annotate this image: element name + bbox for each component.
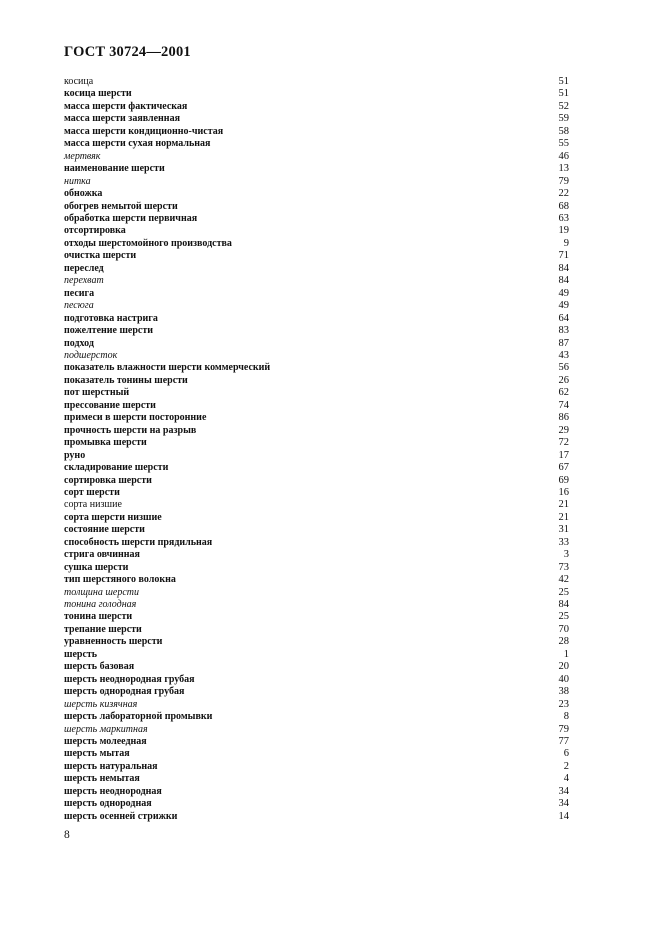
index-entry [64, 636, 569, 648]
index-entry [64, 238, 569, 250]
index-term: сушка шерсти [64, 561, 129, 573]
index-entry [64, 300, 569, 312]
index-entry [64, 748, 569, 760]
index-term-number: 4 [563, 773, 569, 785]
index-entry [64, 88, 569, 100]
index-entry [64, 549, 569, 561]
index-term-number: 62 [558, 387, 569, 399]
index-entry [64, 325, 569, 337]
index-term-number: 14 [558, 810, 569, 822]
index-term: стрига овчинная [64, 549, 140, 561]
index-term-number: 29 [558, 424, 569, 436]
index-term: пожелтение шерсти [64, 325, 154, 337]
index-term: шерсть однородная грубая [64, 686, 185, 698]
index-term-number: 51 [558, 88, 569, 100]
index-entry [64, 811, 569, 823]
index-term: отсортировка [64, 225, 126, 237]
index-entry [64, 201, 569, 213]
index-term-number: 2 [563, 760, 569, 772]
index-term: пот шерстный [64, 387, 130, 399]
index-term-number: 17 [558, 449, 569, 461]
index-term-number: 51 [558, 76, 569, 87]
index-term: сорт шерсти [64, 486, 120, 498]
index-entry [64, 587, 569, 599]
index-term-number: 83 [558, 325, 569, 337]
index-term: уравненность шерсти [64, 636, 163, 648]
index-term: очистка шерсти [64, 250, 137, 262]
index-term-number: 3 [563, 549, 569, 561]
index-term-number: 74 [558, 399, 569, 411]
index-term: подход [64, 337, 94, 349]
index-entry [64, 225, 569, 237]
index-term-number: 22 [558, 188, 569, 200]
index-entry [64, 711, 569, 723]
index-entry [64, 412, 569, 424]
index-term-number: 77 [558, 736, 569, 748]
index-term: тип шерстяного волокна [64, 574, 176, 586]
index-term: нитка [64, 175, 91, 187]
index-term: руно [64, 449, 86, 461]
index-entry [64, 263, 569, 275]
index-term: шерсть кизячная [64, 698, 138, 710]
index-term: косица [64, 76, 94, 87]
index-entry [64, 487, 569, 499]
index-term: шерсть молеедная [64, 736, 147, 748]
index-entry [64, 624, 569, 636]
index-term: песига [64, 287, 95, 299]
index-term-number: 25 [558, 611, 569, 623]
index-term-number: 33 [558, 536, 569, 548]
index-term: подшерсток [64, 349, 118, 361]
index-term: сорта шерсти низшие [64, 511, 162, 523]
index-term: показатель влажности шерсти коммерческий [64, 362, 271, 374]
index-term: складирование шерсти [64, 462, 169, 474]
index-term-number: 63 [558, 212, 569, 224]
index-entry [64, 213, 569, 225]
index-term-number: 42 [558, 574, 569, 586]
index-entry [64, 400, 569, 412]
index-entry [64, 462, 569, 474]
index-term: шерсть базовая [64, 661, 135, 673]
index-term-number: 28 [558, 636, 569, 648]
term-index-list [64, 76, 569, 823]
index-entry [64, 661, 569, 673]
index-term-number: 1 [563, 648, 569, 660]
index-term: обножка [64, 188, 103, 200]
index-term: шерсть маркитная [64, 723, 148, 735]
index-term: отходы шерстомойного производства [64, 237, 232, 249]
index-entry [64, 338, 569, 350]
index-term-number: 20 [558, 661, 569, 673]
index-term-number: 68 [558, 200, 569, 212]
index-term-number: 52 [558, 100, 569, 112]
index-entry [64, 101, 569, 113]
index-term: тонина голодная [64, 599, 137, 611]
index-entry [64, 350, 569, 362]
index-term-number: 34 [558, 798, 569, 810]
index-term: обогрев немытой шерсти [64, 200, 178, 212]
index-term: тонина шерсти [64, 611, 133, 623]
index-term: шерсть однородная [64, 798, 152, 810]
index-term: способность шерсти прядильная [64, 536, 213, 548]
index-term: примеси в шерсти посторонние [64, 412, 207, 424]
index-term-number: 21 [558, 499, 569, 511]
index-entry [64, 188, 569, 200]
index-entry [64, 176, 569, 188]
index-term-number: 25 [558, 586, 569, 598]
index-term: шерсть лабораторной промывки [64, 711, 213, 723]
index-term: шерсть немытая [64, 773, 140, 785]
index-entry [64, 524, 569, 536]
index-term: перехват [64, 275, 104, 287]
index-entry [64, 138, 569, 150]
index-term-number: 79 [558, 175, 569, 187]
index-term-number: 84 [558, 599, 569, 611]
index-term-number: 13 [558, 163, 569, 175]
index-entry [64, 649, 569, 661]
index-entry [64, 425, 569, 437]
index-term-number: 79 [558, 723, 569, 735]
index-entry [64, 387, 569, 399]
index-entry [64, 313, 569, 325]
index-entry [64, 113, 569, 125]
index-term-number: 34 [558, 785, 569, 797]
index-term-number: 38 [558, 686, 569, 698]
index-term: масса шерсти фактическая [64, 100, 188, 112]
index-entry [64, 151, 569, 163]
index-entry [64, 450, 569, 462]
index-term-number: 86 [558, 412, 569, 424]
index-term: косица шерсти [64, 88, 132, 100]
index-term-number: 8 [563, 711, 569, 723]
index-term: сорта низшие [64, 499, 122, 511]
index-entry [64, 499, 569, 511]
index-term: прессование шерсти [64, 399, 156, 411]
index-term-number: 26 [558, 374, 569, 386]
index-term: промывка шерсти [64, 437, 147, 449]
index-entry [64, 375, 569, 387]
index-term-number: 49 [558, 300, 569, 312]
index-entry [64, 163, 569, 175]
index-entry [64, 475, 569, 487]
index-entry [64, 250, 569, 262]
index-term: наименование шерсти [64, 163, 165, 175]
index-term-number: 16 [558, 486, 569, 498]
index-entry [64, 724, 569, 736]
index-term-number: 59 [558, 113, 569, 125]
index-entry [64, 76, 569, 88]
index-term-number: 84 [558, 275, 569, 287]
index-entry [64, 512, 569, 524]
index-term: масса шерсти кондиционно-чистая [64, 125, 224, 137]
index-term-number: 73 [558, 561, 569, 573]
index-entry [64, 599, 569, 611]
index-entry [64, 362, 569, 374]
index-term-number: 56 [558, 362, 569, 374]
index-term-number: 49 [558, 287, 569, 299]
index-term: прочность шерсти на разрыв [64, 424, 197, 436]
index-term: подготовка настрига [64, 312, 158, 324]
index-term-number: 19 [558, 225, 569, 237]
index-entry [64, 611, 569, 623]
index-term: масса шерсти сухая нормальная [64, 138, 211, 150]
index-term: мертвяк [64, 150, 101, 162]
index-term-number: 23 [558, 698, 569, 710]
index-term: шерсть мытая [64, 748, 130, 760]
index-entry [64, 288, 569, 300]
index-term-number: 71 [558, 250, 569, 262]
index-term-number: 6 [563, 748, 569, 760]
index-term: шерсть натуральная [64, 760, 158, 772]
index-term: переслед [64, 262, 104, 274]
index-term-number: 67 [558, 462, 569, 474]
index-term: шерсть неоднородная [64, 785, 162, 797]
index-term: шерсть осенней стрижки [64, 810, 178, 822]
index-term-number: 9 [563, 237, 569, 249]
index-term-number: 84 [558, 262, 569, 274]
index-term: толщина шерсти [64, 586, 139, 598]
index-entry [64, 761, 569, 773]
index-entry [64, 773, 569, 785]
index-entry [64, 537, 569, 549]
index-entry [64, 562, 569, 574]
index-term: сортировка шерсти [64, 474, 152, 486]
index-term: показатель тонины шерсти [64, 374, 188, 386]
index-term: обработка шерсти первичная [64, 212, 198, 224]
index-term-number: 43 [558, 349, 569, 361]
page-number: 8 [64, 829, 70, 841]
index-entry [64, 699, 569, 711]
index-term-number: 46 [558, 150, 569, 162]
index-term-number: 70 [558, 623, 569, 635]
index-term-number: 40 [558, 673, 569, 685]
index-term: шерсть [64, 648, 98, 660]
index-entry [64, 574, 569, 586]
index-entry [64, 798, 569, 810]
index-entry [64, 437, 569, 449]
index-entry [64, 786, 569, 798]
index-entry [64, 126, 569, 138]
index-term-number: 72 [558, 437, 569, 449]
index-term: песюга [64, 300, 94, 312]
index-entry [64, 736, 569, 748]
index-term-number: 58 [558, 125, 569, 137]
index-term: масса шерсти заявленная [64, 113, 180, 125]
index-term: состояние шерсти [64, 524, 145, 536]
index-term-number: 21 [558, 511, 569, 523]
index-term: трепание шерсти [64, 623, 142, 635]
index-term-number: 55 [558, 138, 569, 150]
index-term-number: 87 [558, 337, 569, 349]
index-entry [64, 674, 569, 686]
document-title: ГОСТ 30724—2001 [64, 44, 191, 60]
index-term-number: 31 [558, 524, 569, 536]
index-entry [64, 686, 569, 698]
index-entry [64, 275, 569, 287]
index-term-number: 64 [558, 312, 569, 324]
index-term: шерсть неоднородная грубая [64, 673, 195, 685]
index-term-number: 69 [558, 474, 569, 486]
